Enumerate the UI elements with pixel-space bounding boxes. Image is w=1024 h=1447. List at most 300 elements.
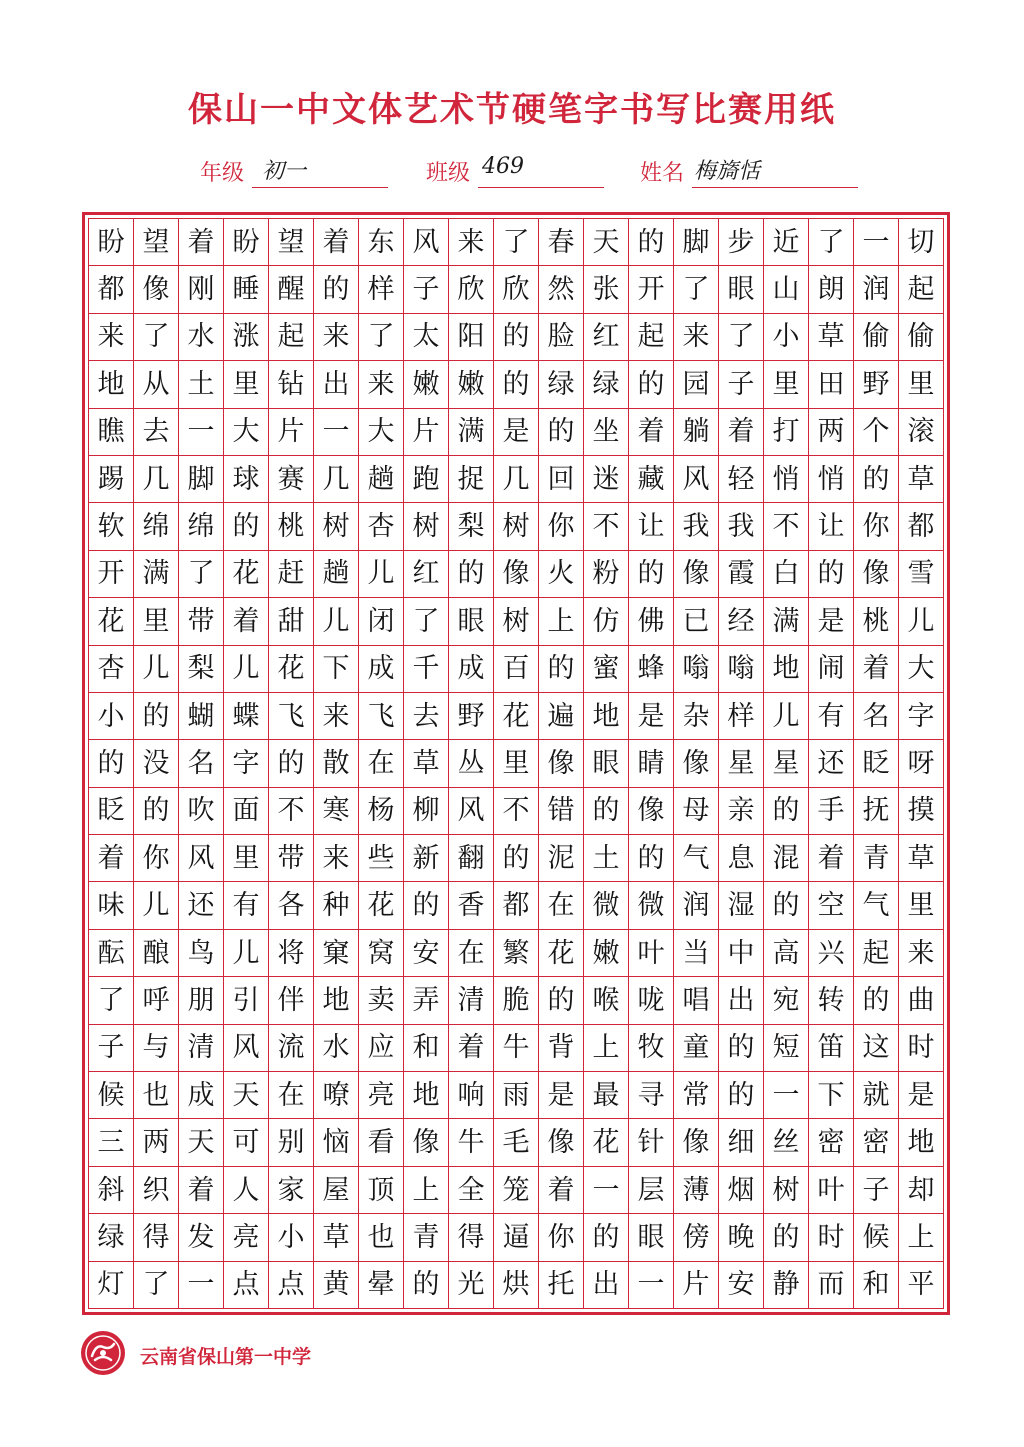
grid-cell: 微 bbox=[584, 882, 629, 929]
grid-cell: 杨 bbox=[359, 788, 404, 835]
grid-cell: 着 bbox=[539, 1167, 584, 1214]
grid-cell: 眼 bbox=[719, 266, 764, 313]
grid-cell: 一 bbox=[314, 409, 359, 456]
grid-cell: 风 bbox=[224, 1025, 269, 1072]
grid-cell: 绵 bbox=[134, 503, 179, 550]
grid-cell: 像 bbox=[674, 740, 719, 787]
grid-cell: 我 bbox=[719, 503, 764, 550]
grid-cell: 涨 bbox=[224, 314, 269, 361]
grid-cell: 柳 bbox=[404, 788, 449, 835]
grid-cell: 的 bbox=[629, 835, 674, 882]
grid-cell: 像 bbox=[134, 266, 179, 313]
grid-cell: 小 bbox=[764, 314, 809, 361]
grid-cell: 着 bbox=[449, 1025, 494, 1072]
grid-cell: 脆 bbox=[494, 977, 539, 1024]
grid-cell: 杏 bbox=[89, 646, 134, 693]
grid-cell: 树 bbox=[404, 503, 449, 550]
grid-cell: 儿 bbox=[224, 930, 269, 977]
grid-cell: 趟 bbox=[314, 551, 359, 598]
grid-cell: 大 bbox=[359, 409, 404, 456]
grid-cell: 里 bbox=[134, 598, 179, 645]
class-value[interactable]: 469 bbox=[482, 154, 524, 179]
grid-cell: 字 bbox=[899, 693, 944, 740]
grid-cell: 仿 bbox=[584, 598, 629, 645]
grid-cell: 混 bbox=[764, 835, 809, 882]
grid-cell: 藏 bbox=[629, 456, 674, 503]
grid-cell: 字 bbox=[224, 740, 269, 787]
grid-cell: 遍 bbox=[539, 693, 584, 740]
grid-cell: 的 bbox=[809, 551, 854, 598]
grid-cell: 步 bbox=[719, 219, 764, 266]
grid-cell: 花 bbox=[89, 598, 134, 645]
grid-cell: 的 bbox=[134, 693, 179, 740]
grid-cell: 烟 bbox=[719, 1167, 764, 1214]
grid-cell: 像 bbox=[674, 1119, 719, 1166]
grid-cell: 和 bbox=[404, 1025, 449, 1072]
grid-cell: 已 bbox=[674, 598, 719, 645]
grid-cell: 名 bbox=[179, 740, 224, 787]
grid-cell: 不 bbox=[269, 788, 314, 835]
grid-cell: 的 bbox=[134, 788, 179, 835]
grid-cell: 错 bbox=[539, 788, 584, 835]
grid-cell: 背 bbox=[539, 1025, 584, 1072]
grid-cell: 的 bbox=[269, 740, 314, 787]
grid-cell: 风 bbox=[449, 788, 494, 835]
grid-cell: 两 bbox=[809, 409, 854, 456]
grid-cell: 童 bbox=[674, 1025, 719, 1072]
grid-cell: 上 bbox=[539, 598, 584, 645]
grid-cell: 满 bbox=[134, 551, 179, 598]
grid-cell: 短 bbox=[764, 1025, 809, 1072]
grid-cell: 霞 bbox=[719, 551, 764, 598]
grid-cell: 唱 bbox=[674, 977, 719, 1024]
grid-cell: 的 bbox=[629, 361, 674, 408]
grid-cell: 地 bbox=[314, 977, 359, 1024]
grid-cell: 桃 bbox=[854, 598, 899, 645]
grid-cell: 名 bbox=[854, 693, 899, 740]
grid-cell: 嫩 bbox=[449, 361, 494, 408]
grid-cell: 的 bbox=[629, 551, 674, 598]
grid-cell: 嫩 bbox=[584, 930, 629, 977]
grid-cell: 你 bbox=[539, 503, 584, 550]
grid-cell: 了 bbox=[134, 1262, 179, 1309]
grid-cell: 亮 bbox=[224, 1214, 269, 1261]
grid-cell: 一 bbox=[179, 1262, 224, 1309]
grid-cell: 晚 bbox=[719, 1214, 764, 1261]
grid-cell: 星 bbox=[719, 740, 764, 787]
grid-cell: 红 bbox=[404, 551, 449, 598]
grid-cell: 朗 bbox=[809, 266, 854, 313]
grid-cell: 里 bbox=[899, 882, 944, 929]
grid-cell: 片 bbox=[674, 1262, 719, 1309]
grid-cell: 闭 bbox=[359, 598, 404, 645]
grid-cell: 新 bbox=[404, 835, 449, 882]
grid-cell: 繁 bbox=[494, 930, 539, 977]
grid-cell: 来 bbox=[314, 835, 359, 882]
grid-cell: 像 bbox=[539, 1119, 584, 1166]
grid-cell: 着 bbox=[179, 1167, 224, 1214]
grid-cell: 来 bbox=[314, 314, 359, 361]
grid-cell: 小 bbox=[269, 1214, 314, 1261]
grade-value[interactable]: 初一 bbox=[262, 159, 307, 184]
grid-cell: 空 bbox=[809, 882, 854, 929]
grid-cell: 地 bbox=[584, 693, 629, 740]
grid-cell: 里 bbox=[224, 361, 269, 408]
grid-cell: 水 bbox=[179, 314, 224, 361]
grid-cell: 的 bbox=[584, 1214, 629, 1261]
grid-cell: 和 bbox=[854, 1262, 899, 1309]
grid-cell: 黄 bbox=[314, 1262, 359, 1309]
grid-cell: 的 bbox=[584, 788, 629, 835]
grid-cell: 出 bbox=[584, 1262, 629, 1309]
grid-cell: 是 bbox=[899, 1072, 944, 1119]
school-seal-icon bbox=[80, 1330, 126, 1376]
grid-cell: 青 bbox=[854, 835, 899, 882]
grid-cell: 树 bbox=[764, 1167, 809, 1214]
grid-cell: 看 bbox=[359, 1119, 404, 1166]
grid-cell: 蝶 bbox=[224, 693, 269, 740]
grid-cell: 睡 bbox=[224, 266, 269, 313]
grid-cell: 躺 bbox=[674, 409, 719, 456]
class-field bbox=[426, 152, 604, 188]
grid-cell: 得 bbox=[134, 1214, 179, 1261]
grid-cell: 几 bbox=[494, 456, 539, 503]
grid-cell: 的 bbox=[404, 1262, 449, 1309]
grid-cell: 里 bbox=[494, 740, 539, 787]
grid-cell: 绵 bbox=[179, 503, 224, 550]
grid-cell: 里 bbox=[764, 361, 809, 408]
grid-cell: 气 bbox=[854, 882, 899, 929]
grid-cell: 嗡 bbox=[719, 646, 764, 693]
grid-cell: 微 bbox=[629, 882, 674, 929]
grid-cell: 草 bbox=[899, 835, 944, 882]
grid-cell: 点 bbox=[224, 1262, 269, 1309]
grid-cell: 笼 bbox=[494, 1167, 539, 1214]
name-label: 姓名 bbox=[640, 161, 685, 186]
class-underline bbox=[478, 187, 604, 188]
grid-cell: 来 bbox=[314, 693, 359, 740]
grid-cell: 赛 bbox=[269, 456, 314, 503]
grid-cell: 样 bbox=[719, 693, 764, 740]
grid-cell: 的 bbox=[854, 977, 899, 1024]
grid-cell: 坐 bbox=[584, 409, 629, 456]
grid-cell: 最 bbox=[584, 1072, 629, 1119]
grid-cell: 牛 bbox=[449, 1119, 494, 1166]
grid-cell: 山 bbox=[764, 266, 809, 313]
grid-cell: 是 bbox=[809, 598, 854, 645]
grid-cell: 东 bbox=[359, 219, 404, 266]
grid-cell: 一 bbox=[629, 1262, 674, 1309]
grid-cell: 嫩 bbox=[404, 361, 449, 408]
grid-cell: 窝 bbox=[359, 930, 404, 977]
grid-cell: 儿 bbox=[359, 551, 404, 598]
grid-cell: 满 bbox=[764, 598, 809, 645]
grid-cell: 丛 bbox=[449, 740, 494, 787]
grid-cell: 里 bbox=[224, 835, 269, 882]
grid-cell: 儿 bbox=[224, 646, 269, 693]
grid-cell: 而 bbox=[809, 1262, 854, 1309]
grid-cell: 粉 bbox=[584, 551, 629, 598]
grid-cell: 眼 bbox=[449, 598, 494, 645]
grid-cell: 眼 bbox=[629, 1214, 674, 1261]
grid-cell: 还 bbox=[809, 740, 854, 787]
grid-cell: 亮 bbox=[359, 1072, 404, 1119]
grid-cell: 光 bbox=[449, 1262, 494, 1309]
grid-cell: 瞧 bbox=[89, 409, 134, 456]
grid-cell: 将 bbox=[269, 930, 314, 977]
grid-cell: 的 bbox=[314, 266, 359, 313]
grid-cell: 湿 bbox=[719, 882, 764, 929]
grid-cell: 偷 bbox=[899, 314, 944, 361]
grid-cell: 一 bbox=[179, 409, 224, 456]
grid-cell: 脚 bbox=[674, 219, 719, 266]
grid-cell: 树 bbox=[314, 503, 359, 550]
grid-cell: 眼 bbox=[584, 740, 629, 787]
grid-cell: 草 bbox=[899, 456, 944, 503]
grid-cell: 一 bbox=[584, 1167, 629, 1214]
grid-cell: 片 bbox=[404, 409, 449, 456]
page-title: 保山一中文体艺术节硬笔字书写比赛用纸 bbox=[188, 90, 836, 130]
grid-cell: 都 bbox=[899, 503, 944, 550]
grid-cell: 起 bbox=[899, 266, 944, 313]
grid-cell: 欣 bbox=[449, 266, 494, 313]
grid-cell: 别 bbox=[269, 1119, 314, 1166]
grid-cell: 地 bbox=[899, 1119, 944, 1166]
grid-cell: 密 bbox=[854, 1119, 899, 1166]
grid-cell: 欣 bbox=[494, 266, 539, 313]
grid-cell: 花 bbox=[584, 1119, 629, 1166]
grid-cell: 梨 bbox=[449, 503, 494, 550]
grid-cell: 天 bbox=[179, 1119, 224, 1166]
grid-cell: 些 bbox=[359, 835, 404, 882]
grid-cell: 牧 bbox=[629, 1025, 674, 1072]
grid-cell: 千 bbox=[404, 646, 449, 693]
grid-cell: 的 bbox=[539, 646, 584, 693]
grid-cell: 着 bbox=[719, 409, 764, 456]
grid-cell: 下 bbox=[314, 646, 359, 693]
grid-cell: 的 bbox=[494, 314, 539, 361]
grid-cell: 了 bbox=[674, 266, 719, 313]
grid-cell: 曲 bbox=[899, 977, 944, 1024]
grid-cell: 望 bbox=[269, 219, 314, 266]
grid-cell: 当 bbox=[674, 930, 719, 977]
grid-cell: 恼 bbox=[314, 1119, 359, 1166]
grid-cell: 近 bbox=[764, 219, 809, 266]
grid-cell: 让 bbox=[629, 503, 674, 550]
grid-cell: 上 bbox=[404, 1167, 449, 1214]
grid-cell: 嗡 bbox=[674, 646, 719, 693]
grid-cell: 望 bbox=[134, 219, 179, 266]
grid-cell: 绿 bbox=[89, 1214, 134, 1261]
grid-cell: 叶 bbox=[809, 1167, 854, 1214]
grid-cell: 张 bbox=[584, 266, 629, 313]
grid-cell: 桃 bbox=[269, 503, 314, 550]
grid-cell: 晕 bbox=[359, 1262, 404, 1309]
grid-cell: 赶 bbox=[269, 551, 314, 598]
grid-cell: 来 bbox=[674, 314, 719, 361]
grid-cell: 家 bbox=[269, 1167, 314, 1214]
grid-cell: 花 bbox=[359, 882, 404, 929]
grid-cell: 咙 bbox=[629, 977, 674, 1024]
grid-cell: 眨 bbox=[89, 788, 134, 835]
grid-cell: 树 bbox=[494, 503, 539, 550]
grid-cell: 像 bbox=[539, 740, 584, 787]
grid-cell: 的 bbox=[539, 409, 584, 456]
grid-cell: 小 bbox=[89, 693, 134, 740]
grid-cell: 人 bbox=[224, 1167, 269, 1214]
grid-cell: 儿 bbox=[134, 646, 179, 693]
grid-cell: 的 bbox=[764, 882, 809, 929]
grid-cell: 星 bbox=[764, 740, 809, 787]
grid-cell: 你 bbox=[134, 835, 179, 882]
grid-cell: 花 bbox=[539, 930, 584, 977]
grid-cell: 面 bbox=[224, 788, 269, 835]
grid-cell: 点 bbox=[269, 1262, 314, 1309]
grid-cell: 成 bbox=[179, 1072, 224, 1119]
grid-cell: 地 bbox=[404, 1072, 449, 1119]
grid-cell: 起 bbox=[854, 930, 899, 977]
grid-cell: 杏 bbox=[359, 503, 404, 550]
name-value[interactable]: 梅旖恬 bbox=[694, 159, 761, 184]
grid-cell: 了 bbox=[719, 314, 764, 361]
grade-field bbox=[200, 152, 388, 188]
grid-cell: 宛 bbox=[764, 977, 809, 1024]
grid-cell: 儿 bbox=[899, 598, 944, 645]
writing-grid bbox=[88, 218, 944, 1309]
grid-cell: 了 bbox=[494, 219, 539, 266]
grid-cell: 成 bbox=[449, 646, 494, 693]
grid-cell: 三 bbox=[89, 1119, 134, 1166]
grid-cell: 出 bbox=[719, 977, 764, 1024]
grid-cell: 大 bbox=[899, 646, 944, 693]
grid-cell: 的 bbox=[539, 977, 584, 1024]
grid-cell: 出 bbox=[314, 361, 359, 408]
grid-cell: 悄 bbox=[809, 456, 854, 503]
grid-cell: 安 bbox=[719, 1262, 764, 1309]
grid-cell: 针 bbox=[629, 1119, 674, 1166]
grid-cell: 风 bbox=[179, 835, 224, 882]
grid-cell: 烘 bbox=[494, 1262, 539, 1309]
grid-cell: 轻 bbox=[719, 456, 764, 503]
grid-cell: 是 bbox=[539, 1072, 584, 1119]
grid-cell: 都 bbox=[494, 882, 539, 929]
grid-cell: 母 bbox=[674, 788, 719, 835]
grid-cell: 儿 bbox=[764, 693, 809, 740]
grid-cell: 你 bbox=[539, 1214, 584, 1261]
grid-cell: 傍 bbox=[674, 1214, 719, 1261]
grid-cell: 的 bbox=[494, 835, 539, 882]
grid-cell: 我 bbox=[674, 503, 719, 550]
grid-cell: 跑 bbox=[404, 456, 449, 503]
grid-cell: 伴 bbox=[269, 977, 314, 1024]
grid-cell: 引 bbox=[224, 977, 269, 1024]
grid-cell: 也 bbox=[134, 1072, 179, 1119]
grid-cell: 经 bbox=[719, 598, 764, 645]
grid-cell: 清 bbox=[449, 977, 494, 1024]
grid-cell: 润 bbox=[854, 266, 899, 313]
grid-cell: 斜 bbox=[89, 1167, 134, 1214]
grid-cell: 在 bbox=[359, 740, 404, 787]
grid-cell: 寒 bbox=[314, 788, 359, 835]
grid-cell: 候 bbox=[89, 1072, 134, 1119]
grid-cell: 不 bbox=[764, 503, 809, 550]
grid-cell: 钻 bbox=[269, 361, 314, 408]
grid-cell: 蜂 bbox=[629, 646, 674, 693]
grid-cell: 甜 bbox=[269, 598, 314, 645]
grid-cell: 都 bbox=[89, 266, 134, 313]
grid-cell: 飞 bbox=[269, 693, 314, 740]
grid-cell: 地 bbox=[89, 361, 134, 408]
grid-cell: 水 bbox=[314, 1025, 359, 1072]
grid-cell: 着 bbox=[89, 835, 134, 882]
grid-cell: 翻 bbox=[449, 835, 494, 882]
grid-cell: 卖 bbox=[359, 977, 404, 1024]
grid-cell: 呀 bbox=[899, 740, 944, 787]
grid-cell: 野 bbox=[449, 693, 494, 740]
grid-cell: 趟 bbox=[359, 456, 404, 503]
grade-label: 年级 bbox=[200, 161, 245, 186]
grid-cell: 春 bbox=[539, 219, 584, 266]
grid-cell: 了 bbox=[359, 314, 404, 361]
grid-cell: 的 bbox=[404, 882, 449, 929]
grid-cell: 毛 bbox=[494, 1119, 539, 1166]
grid-cell: 火 bbox=[539, 551, 584, 598]
grid-cell: 地 bbox=[764, 646, 809, 693]
grid-cell: 了 bbox=[179, 551, 224, 598]
grid-cell: 打 bbox=[764, 409, 809, 456]
grid-cell: 脸 bbox=[539, 314, 584, 361]
grid-cell: 呼 bbox=[134, 977, 179, 1024]
grid-cell: 杂 bbox=[674, 693, 719, 740]
grid-cell: 盼 bbox=[224, 219, 269, 266]
grid-cell: 的 bbox=[854, 456, 899, 503]
grid-cell: 是 bbox=[494, 409, 539, 456]
grid-cell: 平 bbox=[899, 1262, 944, 1309]
grid-cell: 雨 bbox=[494, 1072, 539, 1119]
grid-cell: 嘹 bbox=[314, 1072, 359, 1119]
grid-cell: 佛 bbox=[629, 598, 674, 645]
grid-cell: 一 bbox=[854, 219, 899, 266]
grid-cell: 草 bbox=[404, 740, 449, 787]
grid-cell: 了 bbox=[809, 219, 854, 266]
grid-cell: 香 bbox=[449, 882, 494, 929]
grid-cell: 灯 bbox=[89, 1262, 134, 1309]
grid-cell: 上 bbox=[899, 1214, 944, 1261]
grid-cell: 兴 bbox=[809, 930, 854, 977]
grid-cell: 着 bbox=[629, 409, 674, 456]
grid-cell: 子 bbox=[89, 1025, 134, 1072]
grid-cell: 来 bbox=[89, 314, 134, 361]
grid-cell: 有 bbox=[224, 882, 269, 929]
grid-cell: 牛 bbox=[494, 1025, 539, 1072]
grid-cell: 泥 bbox=[539, 835, 584, 882]
grid-cell: 满 bbox=[449, 409, 494, 456]
grid-cell: 青 bbox=[404, 1214, 449, 1261]
grid-cell: 开 bbox=[629, 266, 674, 313]
grid-cell: 两 bbox=[134, 1119, 179, 1166]
grid-cell: 片 bbox=[269, 409, 314, 456]
grid-cell: 还 bbox=[179, 882, 224, 929]
grid-cell: 着 bbox=[179, 219, 224, 266]
grid-cell: 去 bbox=[404, 693, 449, 740]
grid-cell: 个 bbox=[854, 409, 899, 456]
grid-cell: 绿 bbox=[539, 361, 584, 408]
grid-cell: 着 bbox=[854, 646, 899, 693]
grid-cell: 着 bbox=[809, 835, 854, 882]
grid-cell: 就 bbox=[854, 1072, 899, 1119]
grid-cell: 的 bbox=[224, 503, 269, 550]
grid-cell: 的 bbox=[629, 219, 674, 266]
